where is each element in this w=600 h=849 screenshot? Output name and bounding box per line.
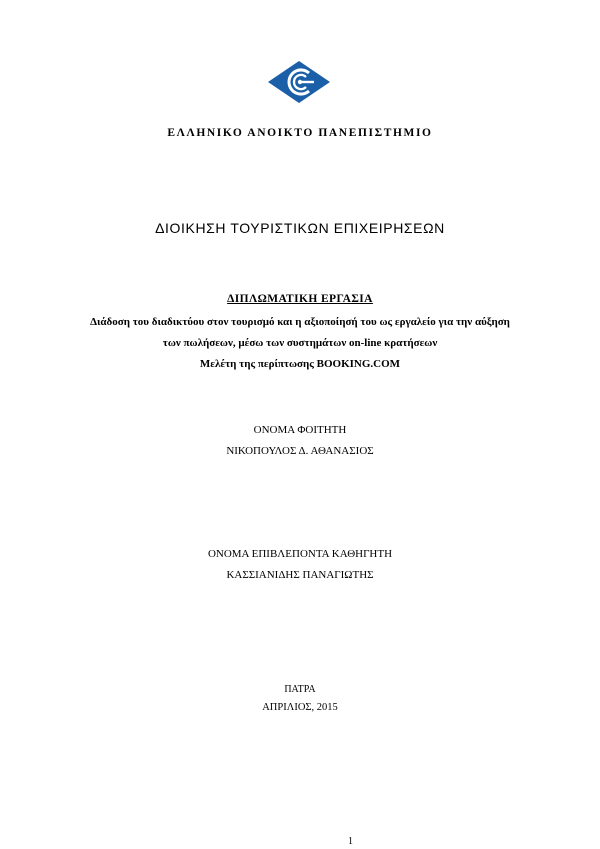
supervisor-label: ΟΝΟΜΑ ΕΠΙΒΛΕΠΟΝΤΑ ΚΑΘΗΓΗΤΗ bbox=[207, 548, 393, 560]
university-logo-icon bbox=[267, 60, 331, 104]
city: ΠΑΤΡΑ bbox=[284, 684, 316, 695]
thesis-title-line-2: των πωλήσεων, μέσω των συστημάτων on-line κρατήσεων bbox=[162, 337, 438, 349]
thesis-title-line-3: Μελέτη της περίπτωσης BOOKING.COM bbox=[199, 358, 401, 370]
page-number: 1 bbox=[348, 836, 353, 847]
thesis-label: ΔΙΠΛΩΜΑΤΙΚΗ ΕΡΓΑΣΙΑ bbox=[227, 293, 373, 305]
thesis-title-line-1: Διάδοση του διαδικτύου στον τουρισμό και η αξιοποίησή του ως εργαλείο για την αύξηση bbox=[90, 316, 510, 328]
department-name: ΔΙΟΙΚΗΣΗ ΤΟΥΡΙΣΤΙΚΩΝ ΕΠΙΧΕΙΡΗΣΕΩΝ bbox=[155, 220, 445, 236]
student-label: ΟΝΟΜΑ ΦΟΙΤΗΤΗ bbox=[253, 424, 347, 436]
supervisor-name: ΚΑΣΣΙΑΝΙΔΗΣ ΠΑΝΑΓΙΩΤΗΣ bbox=[226, 569, 374, 581]
university-name: ΕΛΛΗΝΙΚΟ ΑΝΟΙΚΤΟ ΠΑΝΕΠΙΣΤΗΜΙΟ bbox=[167, 127, 433, 139]
student-name: ΝΙΚΟΠΟΥΛΟΣ Δ. ΑΘΑΝΑΣΙΟΣ bbox=[226, 445, 374, 457]
date: ΑΠΡΙΛΙΟΣ, 2015 bbox=[262, 702, 338, 713]
